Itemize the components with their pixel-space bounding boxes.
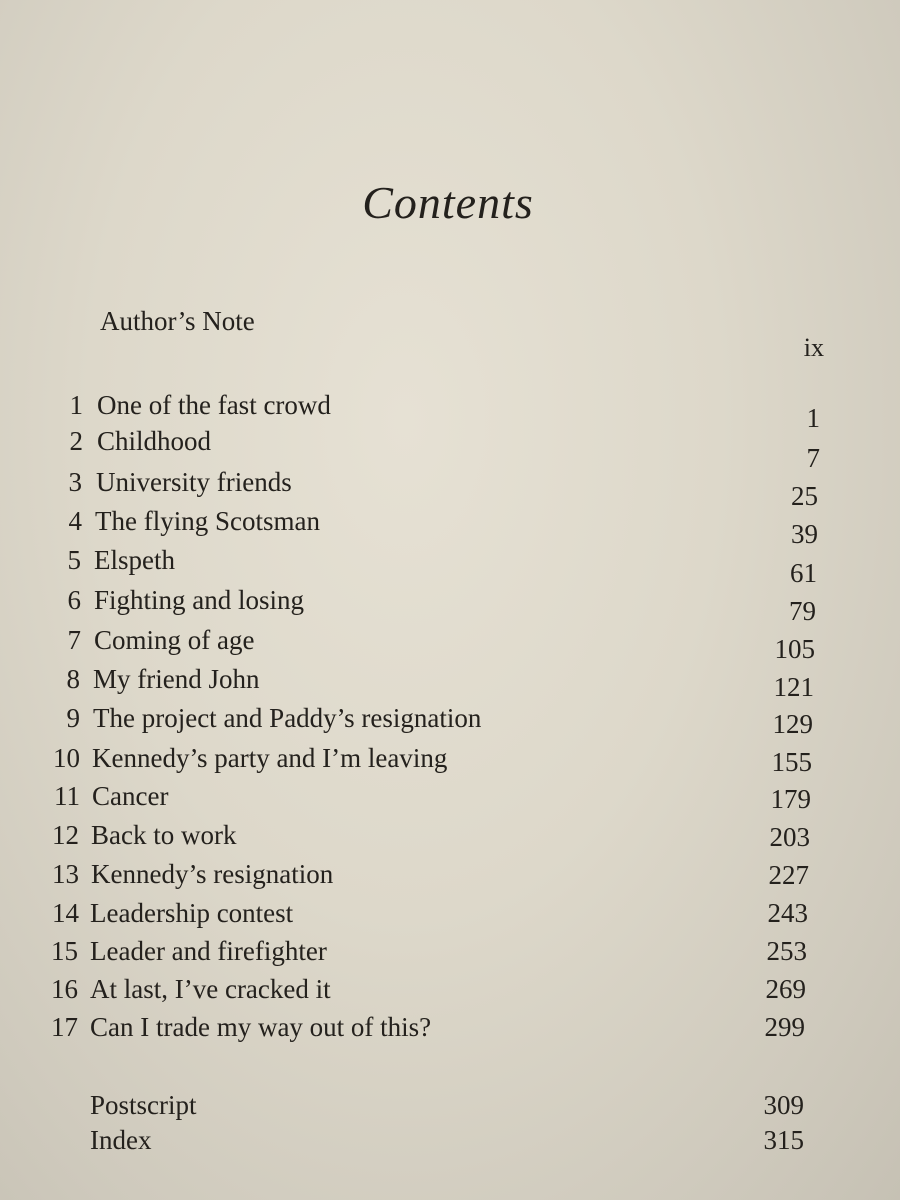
back-matter-page: 315 [763,1125,804,1155]
chapter-title: Leadership contest [90,898,294,928]
chapter-title: Kennedy’s resignation [91,859,334,889]
chapter-number: 1 [69,390,83,420]
chapter-number: 2 [69,426,83,456]
chapter-number: 5 [67,545,81,575]
chapter-page-row [0,558,900,588]
chapter-title: At last, I’ve cracked it [90,974,331,1004]
chapter-number: 17 [51,1012,78,1042]
chapter-page-row [0,747,900,777]
chapter-number: 9 [66,703,80,733]
chapter-title: Cancer [92,781,169,811]
chapter-number: 13 [52,859,79,889]
chapter-number: 15 [51,936,78,966]
chapter-page-number: 61 [790,558,817,588]
chapter-number: 6 [67,585,81,615]
chapter-number: 8 [66,664,80,694]
chapter-page-row [0,709,900,739]
chapter-page-row [0,860,900,890]
chapter-page-number: 299 [764,1012,805,1042]
chapter-page-row [0,596,900,626]
chapter-page-number: 121 [773,672,814,702]
chapter-number: 12 [52,820,79,850]
chapter-page-row [0,898,900,928]
chapter-number: 11 [54,781,80,811]
chapter-page-number: 243 [767,898,808,928]
chapter-page-number: 203 [769,822,810,852]
chapter-number: 3 [68,467,82,497]
chapter-number: 16 [51,974,78,1004]
chapter-title: Coming of age [94,625,255,655]
chapter-page-number: 105 [774,634,815,664]
chapter-number: 4 [68,506,82,536]
chapter-page-number: 25 [791,481,818,511]
chapter-title: My friend John [93,664,260,694]
chapter-title: The project and Paddy’s resignation [93,703,482,733]
chapter-page-number: 155 [771,747,812,777]
chapter-page-number: 269 [765,974,806,1004]
page-title [0,176,900,229]
chapter-page-number: 1 [806,403,820,433]
chapter-page-number: 7 [806,443,820,473]
chapter-page-row [0,784,900,814]
chapter-page-number: 79 [789,596,816,626]
chapter-title: Back to work [91,820,237,850]
chapter-page-row [0,634,900,664]
chapter-page-number: 227 [768,860,809,890]
chapter-title: Fighting and losing [94,585,305,615]
page-title-text: Contents [362,177,534,228]
chapter-page-row [0,936,900,966]
chapter-page-row [0,1012,900,1042]
chapter-title: The flying Scotsman [95,506,320,536]
chapter-title: University friends [96,467,292,497]
chapter-page-number: 129 [772,709,813,739]
chapter-number: 10 [53,743,80,773]
chapter-title: Elspeth [94,545,175,575]
chapter-page-number: 39 [791,519,818,549]
chapter-page-row [0,672,900,702]
chapter-number: 14 [52,898,79,928]
chapter-title: Leader and firefighter [90,936,327,966]
chapter-page-number: 179 [770,784,811,814]
chapter-page-row [0,974,900,1004]
chapter-page-number: 253 [766,936,807,966]
chapter-title: Can I trade my way out of this? [90,1012,432,1042]
back-matter-label: Postscript [90,1090,197,1120]
chapter-page-row [0,822,900,852]
chapter-number: 7 [67,625,81,655]
chapter-title: One of the fast crowd [97,390,331,420]
front-matter-label: Author’s Note [100,306,255,336]
chapter-title: Childhood [97,426,212,456]
chapter-title: Kennedy’s party and I’m leaving [92,743,448,773]
back-matter-page: 309 [763,1090,804,1120]
back-matter-label: Index [90,1125,152,1155]
front-matter-page: ix [803,333,824,362]
